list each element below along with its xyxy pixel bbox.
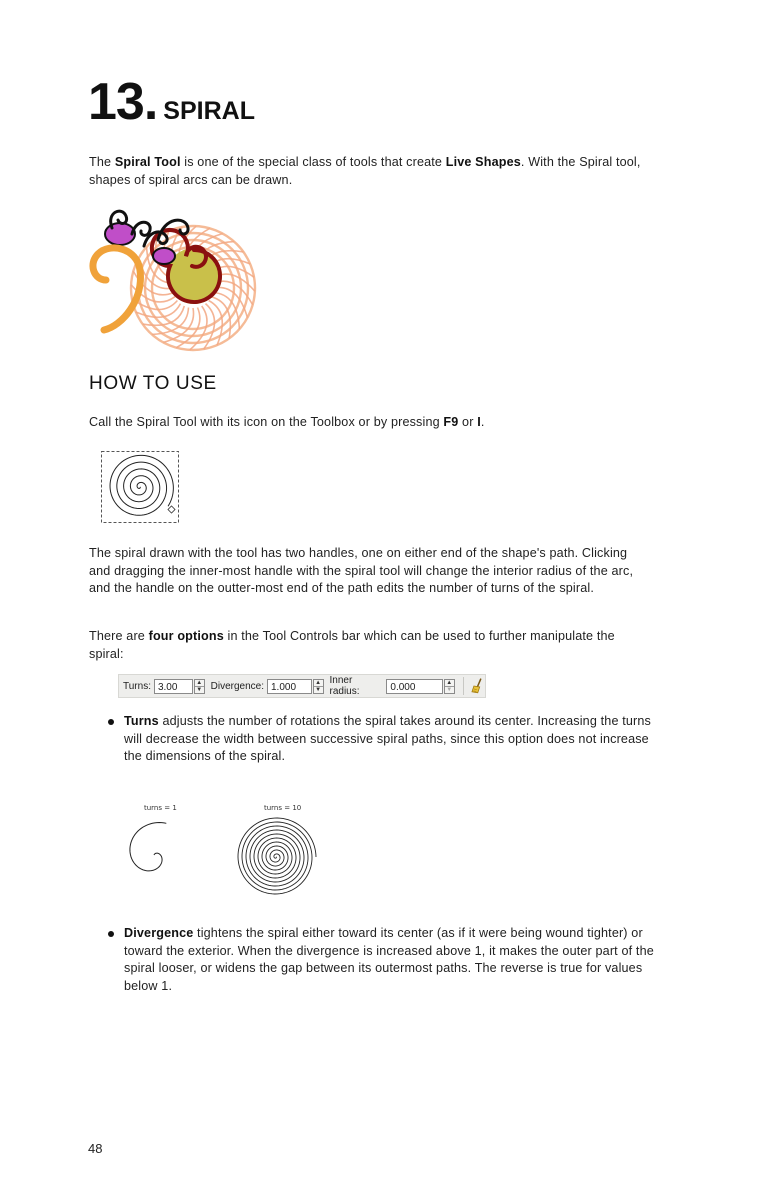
divergence-term: Divergence bbox=[124, 926, 194, 940]
spiral-handle bbox=[168, 506, 175, 513]
inner-radius-label: Inner radius: bbox=[329, 675, 360, 697]
bullet-dot bbox=[108, 719, 114, 725]
divergence-input[interactable]: 1.000 bbox=[267, 679, 312, 694]
bullet-turns bbox=[108, 713, 668, 766]
spiral-illustration bbox=[86, 200, 262, 360]
p1-text-3: . bbox=[480, 415, 485, 429]
turns-input[interactable]: 3.00 bbox=[154, 679, 193, 694]
p3-text-2: in the Tool Controls bar which can be used to further manipulate the spiral: bbox=[89, 629, 615, 661]
inner-radius-spinner[interactable] bbox=[444, 679, 455, 694]
tool-controls-bar bbox=[118, 674, 486, 698]
bullet-turns-text bbox=[124, 713, 654, 766]
bullet-dot bbox=[108, 931, 114, 937]
turns-term: Turns bbox=[124, 714, 159, 728]
chapter-title: SPIRAL bbox=[163, 97, 255, 125]
toolbar-separator bbox=[463, 677, 464, 695]
example-label-turns-1: turns = 1 bbox=[144, 804, 177, 812]
intro-paragraph bbox=[89, 154, 649, 189]
how-to-use-paragraph-3 bbox=[89, 628, 649, 663]
spin-down-icon[interactable]: ▼ bbox=[196, 686, 203, 693]
turns-label: Turns: bbox=[123, 680, 151, 692]
intro-text-2: is one of the special class of tools that create bbox=[180, 155, 446, 169]
spiral-turns-1 bbox=[130, 823, 166, 871]
p3-text-1: There are bbox=[89, 629, 149, 643]
shortcut-i: I bbox=[477, 415, 481, 429]
example-label-turns-10: turns = 10 bbox=[264, 804, 302, 812]
live-shapes-term: Live Shapes bbox=[445, 155, 521, 169]
spin-up-icon[interactable]: ▲ bbox=[196, 679, 203, 686]
spiral-tool-term: Spiral Tool bbox=[114, 155, 181, 169]
spin-down-icon[interactable]: ▼ bbox=[446, 686, 453, 693]
spin-up-icon[interactable]: ▲ bbox=[315, 679, 322, 686]
orange-spiral bbox=[93, 248, 141, 330]
spin-down-icon[interactable]: ▼ bbox=[315, 686, 322, 693]
shortcut-f9: F9 bbox=[443, 415, 459, 429]
inner-radius-input[interactable]: 0.000 bbox=[386, 679, 442, 694]
p1-text-2: or bbox=[458, 415, 478, 429]
p1-text-1: Call the Spiral Tool with its icon on the Toolbox or by pressing bbox=[89, 415, 444, 429]
intro-text-3: . With the Spiral tool, shapes of spiral arcs can be drawn. bbox=[89, 155, 641, 187]
bullet-divergence bbox=[108, 925, 668, 995]
page-number: 48 bbox=[88, 1141, 103, 1156]
spiral-turns-10 bbox=[238, 818, 316, 894]
chapter-number: 13. bbox=[88, 73, 158, 131]
chapter-heading bbox=[88, 72, 255, 132]
section-heading-how-to-use: HOW TO USE bbox=[89, 373, 217, 394]
turns-spinner[interactable] bbox=[194, 679, 205, 694]
broom-icon[interactable] bbox=[470, 678, 486, 694]
divergence-spinner[interactable] bbox=[313, 679, 324, 694]
turns-example-spirals bbox=[128, 815, 328, 900]
how-to-use-paragraph-1 bbox=[89, 414, 649, 432]
spiral-tool-example bbox=[100, 450, 182, 526]
four-options-term: four options bbox=[148, 629, 224, 643]
intro-text-1: The bbox=[89, 155, 115, 169]
divergence-description: tightens the spiral either toward its center (as if it were being wound tighter) or toward the exterior. When the divergence is increased above 1, it makes the outer part of the spiral looser, or widens the gap between its outermost paths. The reverse is true for values below 1. bbox=[124, 926, 654, 993]
spin-up-icon[interactable]: ▲ bbox=[446, 679, 453, 686]
example-spiral bbox=[110, 455, 173, 515]
divergence-label: Divergence: bbox=[210, 680, 264, 692]
turns-description: adjusts the number of rotations the spiral takes around its center. Increasing the turns will decrease the width between successive spiral paths, since this option does not increase the dimensions of the spiral. bbox=[124, 714, 651, 764]
how-to-use-paragraph-2: The spiral drawn with the tool has two handles, one on either end of the shape's path. Clicking and dragging the inner-most handle with the spiral tool will change the interior radius of the arc, and the handle on the outter-most end of the path edits the number of turns of the spiral. bbox=[89, 546, 634, 596]
magenta-dot-small bbox=[153, 248, 175, 264]
bullet-divergence-text bbox=[124, 925, 654, 995]
